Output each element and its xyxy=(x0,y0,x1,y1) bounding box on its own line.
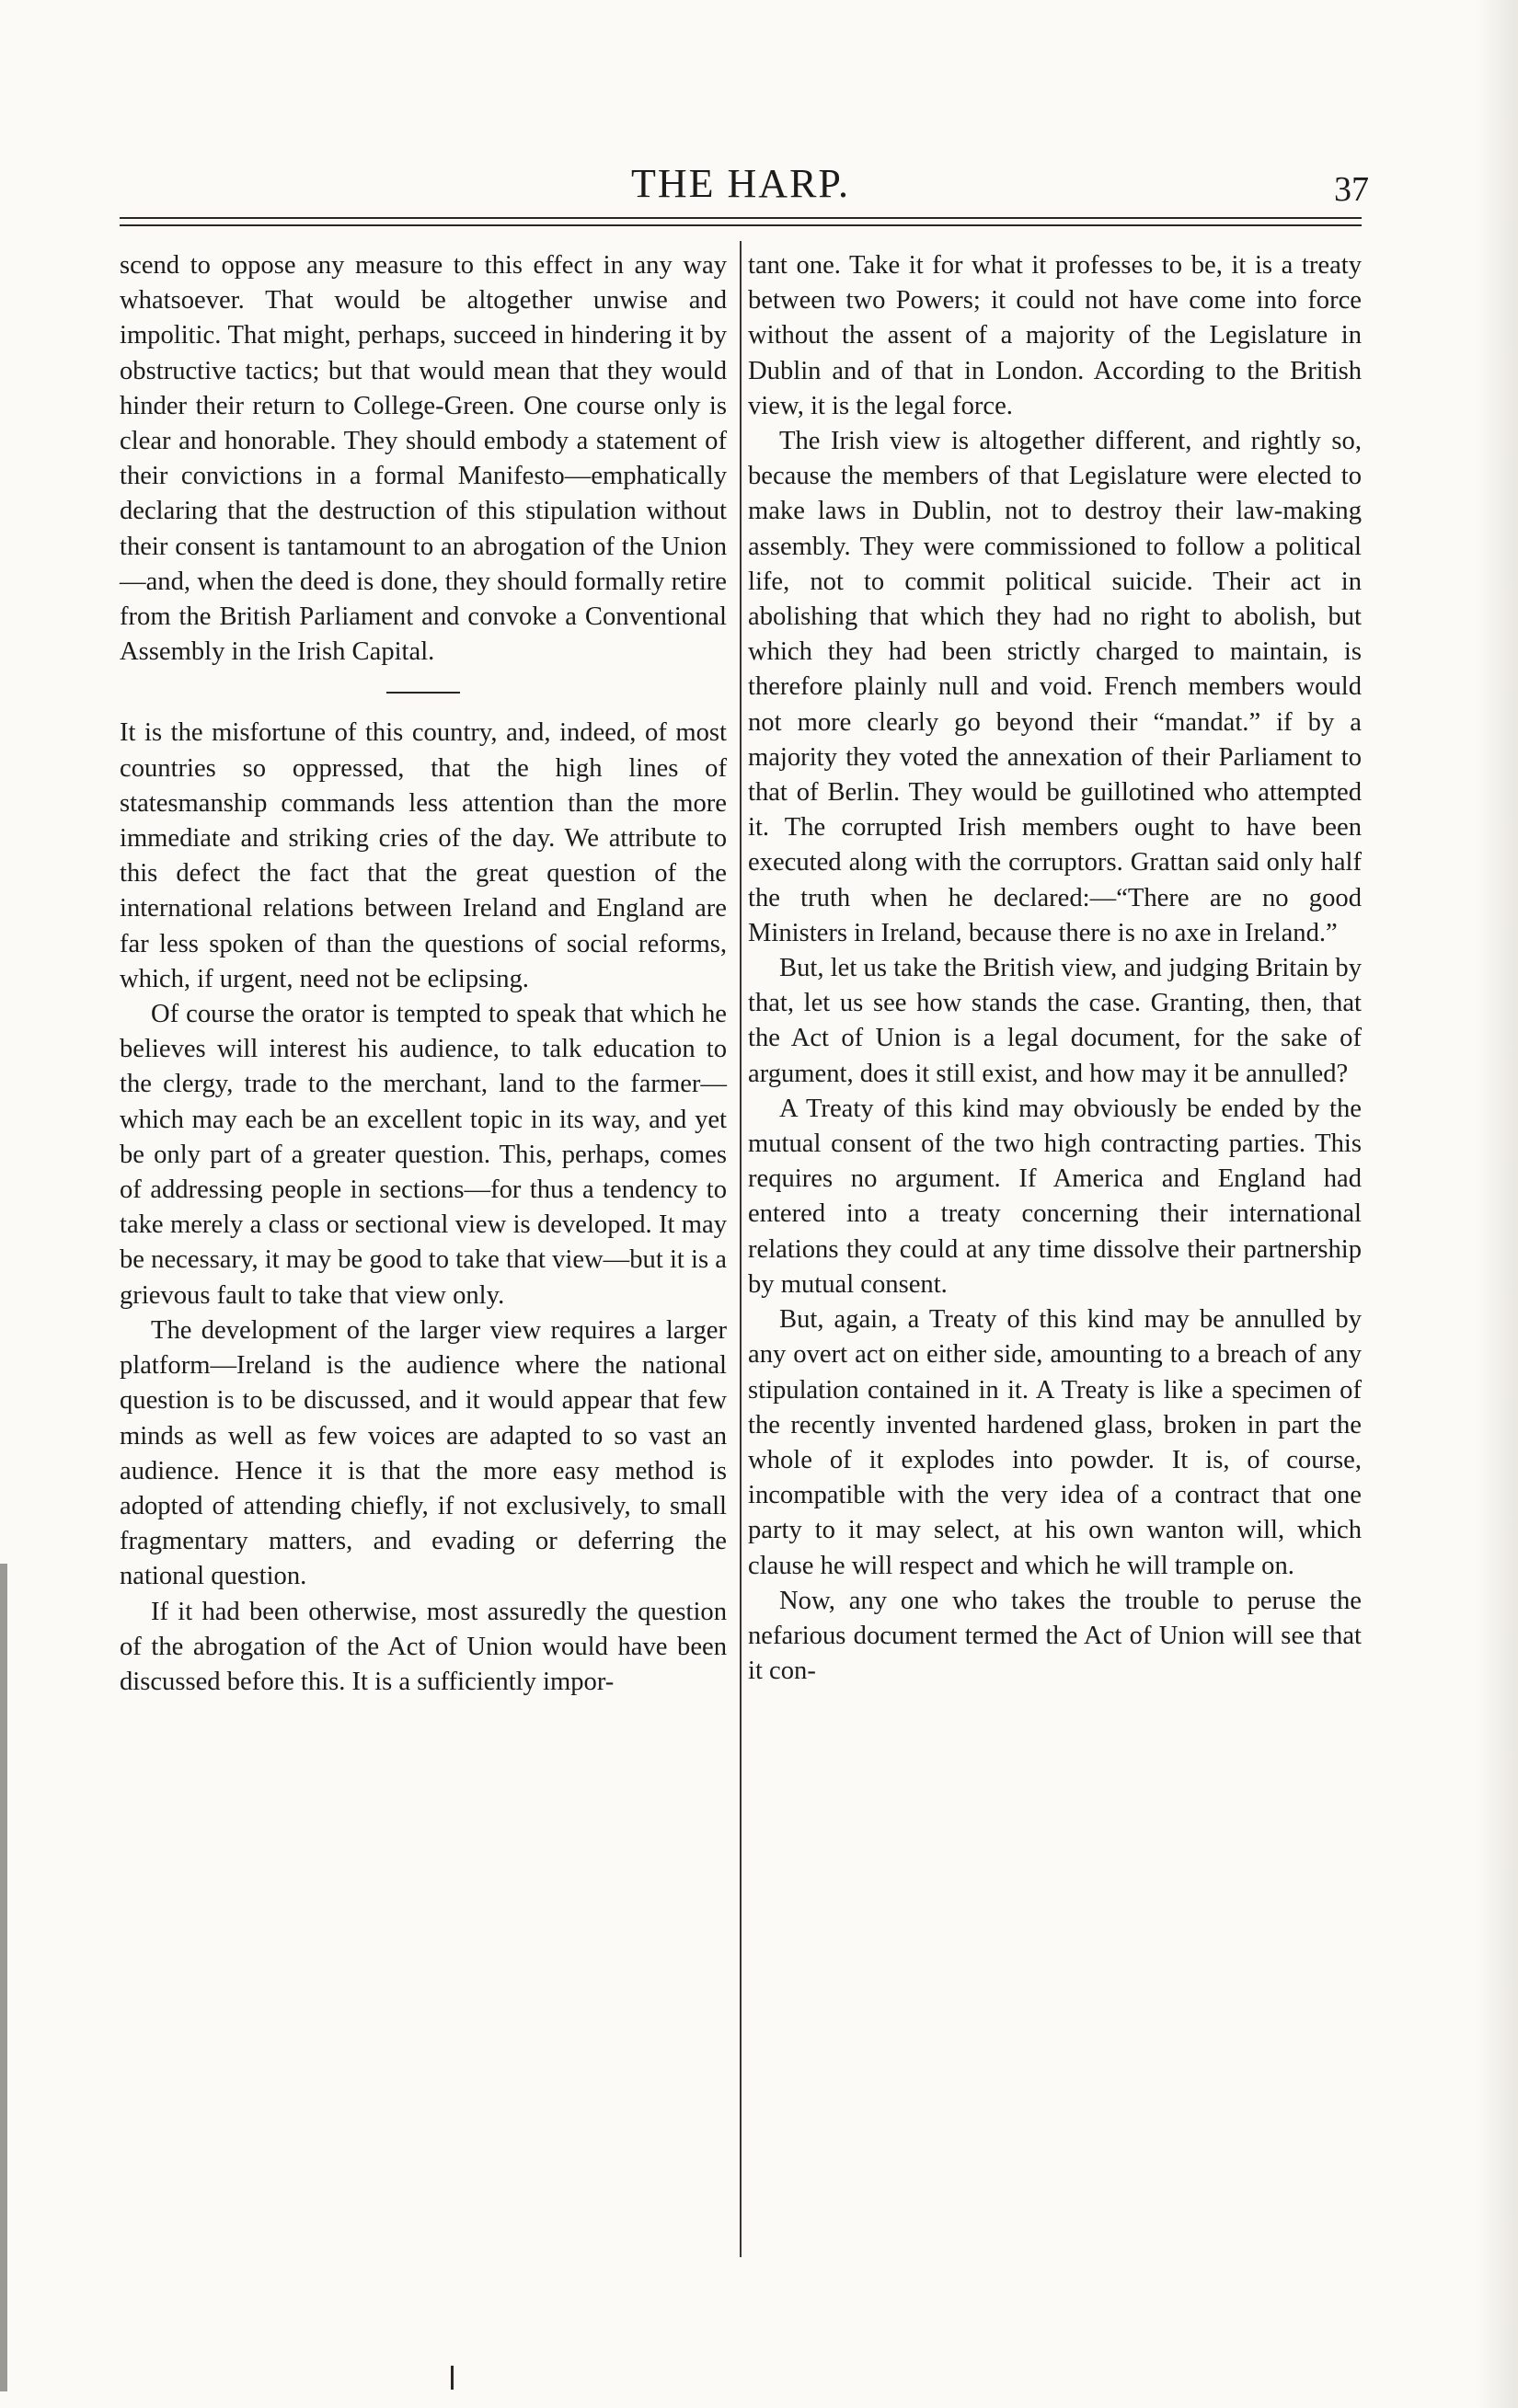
page-edge-discoloration xyxy=(1477,0,1518,2408)
footer-mark xyxy=(451,2366,454,2390)
right-paragraph-1: tant one. Take it for what it professes to be, it is a treaty between two Powers; it could not have come into force without the assent of a majority of the Legislature in Dublin and of that in London. According to the British view, it is the legal force. xyxy=(748,251,1362,420)
right-paragraph-5: But, again, a Treaty of this kind may be annulled by any overt act on either side, amounting to a breach of any stipulation contained in it. A Treaty is like a specimen of the recently invented hardened glass, broken in part the whole of it explodes into powder. It is, of course, incompatible with the very idea of a contract that one party to it may select, at his own wanton will, which clause he will respect and which he will trample on. xyxy=(748,1305,1362,1580)
left-column xyxy=(120,248,727,1700)
right-paragraph-3: But, let us take the British view, and judging Britain by that, let us see how stands the case. Granting, then, that the Act of Union is a legal document, for the sake of argument, does it still exist, and how may it be annulled? xyxy=(748,954,1362,1088)
right-paragraph-6: Now, any one who takes the trouble to peruse the nefarious document termed the Act of Union will see that it con- xyxy=(748,1586,1362,1686)
right-paragraph-2: The Irish view is altogether different, and rightly so, because the members of that Legislature were elected to make laws in Dublin, not to destroy their law-making assembly. They were commissioned to follow a political life, not to commit political suicide. Their act in abolishing that which they had no right to abolish, but which they had been strictly charged to maintain, is therefore plainly null and void. French members would not more clearly go beyond their “mandat.” if by a majority they voted the annexation of their Parliament to that of Berlin. They would be guillotined who attempted it. The corrupted Irish members ought to have been executed along with the corruptors. Grattan said only half the truth when he declared:—“There are no good Ministers in Ireland, because there is no axe in Ireland.” xyxy=(748,427,1362,947)
left-paragraph-3: Of course the orator is tempted to speak that which he believes will interest his audience, to talk education to the clergy, trade to the merchant, land to the farmer—which may each be an excellent topic in its way, and yet be only part of a greater question. This, perhaps, comes of addressing people in sections—for thus a tendency to take merely a class or sectional view is developed. It may be necessary, it may be good to take that view—but it is a grievous fault to take that view only. xyxy=(120,1000,727,1310)
column-divider xyxy=(740,241,742,2257)
right-paragraph-4: A Treaty of this kind may obviously be ended by the mutual consent of the two high contracting parties. This requires no argument. If America and England had entered into a treaty concerning their international relations they could at any time dissolve their partnership by mutual consent. xyxy=(748,1094,1362,1299)
right-column xyxy=(748,248,1362,1689)
left-paragraph-1: scend to oppose any measure to this effect in any way whatsoever. That would be altogether unwise and impolitic. That might, perhaps, succeed in hindering it by obstructive tactics; but that would mean that they would hinder their return to College-Green. One course only is clear and honorable. They should embody a statement of their convictions in a formal Manifesto—emphatically declaring that the destruction of this stipulation without their consent is tantamount to an abrogation of the Union—and, when the deed is done, they should formally retire from the British Parliament and convoke a Conventional Assembly in the Irish Capital. xyxy=(120,251,727,667)
header-rule-top xyxy=(120,217,1362,219)
left-paragraph-4: The development of the larger view requires a larger platform—Ireland is the audience where the national question is to be discussed, and it would appear that few minds as well as few voices are adapted to so vast an audience. Hence it is that the more easy method is adopted of attending chiefly, if not exclusively, to small fragmentary matters, and evading or deferring the national question. xyxy=(120,1315,727,1591)
binding-edge-shadow xyxy=(0,1564,7,2391)
page-number: 37 xyxy=(1334,170,1369,209)
section-break-rule xyxy=(386,692,460,694)
left-paragraph-5: If it had been otherwise, most assuredly the question of the abrogation of the Act of Union would have been discussed before this. It is a sufficiently impor- xyxy=(120,1597,727,1696)
page-header xyxy=(120,156,1369,212)
header-rule-bottom xyxy=(120,224,1362,226)
running-title: THE HARP. xyxy=(630,161,851,206)
left-paragraph-2: It is the misfortune of this country, and, indeed, of most countries so oppressed, that the high lines of statesmanship commands less attention than the more immediate and striking cries of the day. We attribute to this defect the fact that the great question of the international relations between Ireland and England are far less spoken of than the questions of social reforms, which, if urgent, need not be eclipsing. xyxy=(120,718,727,993)
